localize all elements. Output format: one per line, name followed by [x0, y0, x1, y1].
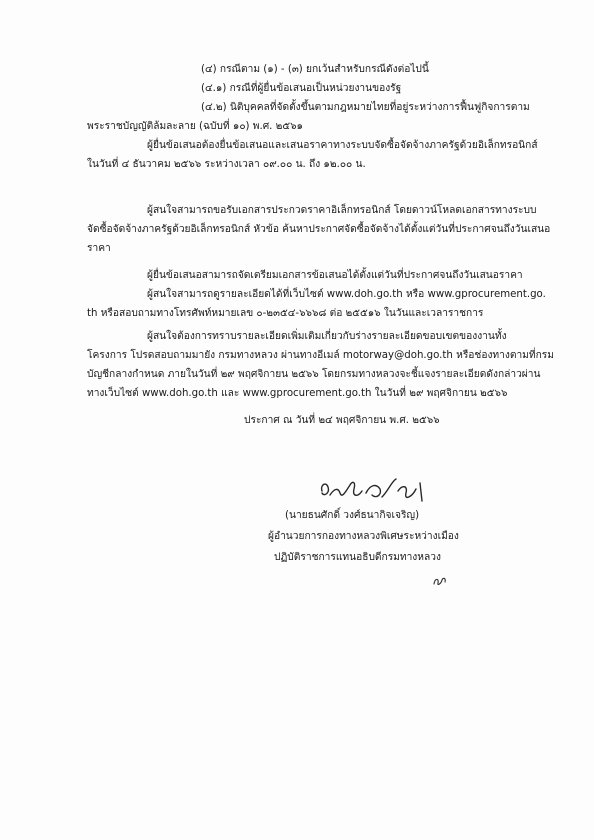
documents-paragraph-line-3: ราคา: [87, 243, 111, 254]
signatory-name: (นายธนศักดิ์ วงศ์ธนากิจเจริญ): [285, 510, 420, 521]
prepare-documents-paragraph: ผู้ยื่นข้อเสนอสามารถจัดเตรียมเอกสารข้อเสนอได้ตั้งแต่วันที่ประกาศจนถึงวันเสนอราคา: [147, 270, 523, 281]
clause-4-2: (๔.๒) นิติบุคคลที่จัดตั้งขึ้นตามกฎหมายไทยที่อยู่ระหว่างการฟื้นฟูกิจการตาม: [201, 102, 530, 113]
signatory-position: ผู้อำนวยการกองทางหลวงพิเศษระหว่างเมือง: [268, 531, 459, 542]
contact-paragraph-line-2: th หรือสอบถามทางโทรศัพท์หมายเลข ๐-๒๓๕๔-๖๖๖๘ ต่อ ๒๕๕๑๖ ในวันและเวลาราชการ: [87, 308, 484, 319]
initials-mark: [432, 572, 448, 588]
inquiry-paragraph-line-4: ทางเว็บไซต์ www.doh.go.th และ www.gprocurement.go.th ในวันที่ ๒๙ พฤศจิกายน ๒๕๖๖: [87, 388, 508, 399]
inquiry-paragraph-line-2: โครงการ โปรดสอบถามมายัง กรมทางหลวง ผ่านทางอีเมล์ motorway@doh.go.th หรือช่องทางตามที่กรม: [87, 350, 554, 361]
announcement-date: ประกาศ ณ วันที่ ๒๔ พฤศจิกายน พ.ศ. ๒๕๖๖: [244, 415, 440, 426]
clause-4-1: (๔.๑) กรณีที่ผู้ยื่นข้อเสนอเป็นหน่วยงานของรัฐ: [201, 83, 402, 94]
contact-paragraph-line-1: ผู้สนใจสามารถดูรายละเอียดได้ที่เว็บไซต์ www.doh.go.th หรือ www.gprocurement.go.: [147, 289, 546, 300]
handwritten-signature: [316, 471, 436, 511]
documents-paragraph-line-2: จัดซื้อจัดจ้างภาครัฐด้วยอิเล็กทรอนิกส์ หัวข้อ ค้นหาประกาศจัดซื้อจัดจ้างได้ตั้งแต่วันที่ประกาศจนถึงวันเสนอ: [87, 224, 551, 235]
documents-paragraph-line-1: ผู้สนใจสามารถขอรับเอกสารประกวดราคาอิเล็กทรอนิกส์ โดยดาวน์โหลดเอกสารทางระบบ: [147, 205, 537, 216]
submission-paragraph-line-2: ในวันที่ ๔ ธันวาคม ๒๕๖๖ ระหว่างเวลา ๐๙.๐๐ น. ถึง ๑๒.๐๐ น.: [87, 159, 366, 170]
inquiry-paragraph-line-3: บัญชีกลางกำหนด ภายในวันที่ ๒๙ พฤศจิกายน ๒๕๖๖ โดยกรมทางหลวงจะชี้แจงรายละเอียดดังกล่าวผ่าน: [87, 369, 541, 380]
clause-4-2-continued: พระราชบัญญัติล้มละลาย (ฉบับที่ ๑๐) พ.ศ. ๒๕๖๑: [87, 121, 304, 132]
submission-paragraph-line-1: ผู้ยื่นข้อเสนอต้องยื่นข้อเสนอและเสนอราคาทางระบบจัดซื้อจัดจ้างภาครัฐด้วยอิเล็กทรอนิกส์: [147, 140, 538, 151]
signatory-acting-for: ปฏิบัติราชการแทนอธิบดีกรมทางหลวง: [274, 552, 441, 563]
clause-4: (๔) กรณีตาม (๑) - (๓) ยกเว้นสำหรับกรณีดังต่อไปนี้: [201, 64, 429, 75]
inquiry-paragraph-line-1: ผู้สนใจต้องการทราบรายละเอียดเพิ่มเติมเกี่ยวกับร่างรายละเอียดขอบเขตของงานทั้ง: [147, 331, 507, 342]
